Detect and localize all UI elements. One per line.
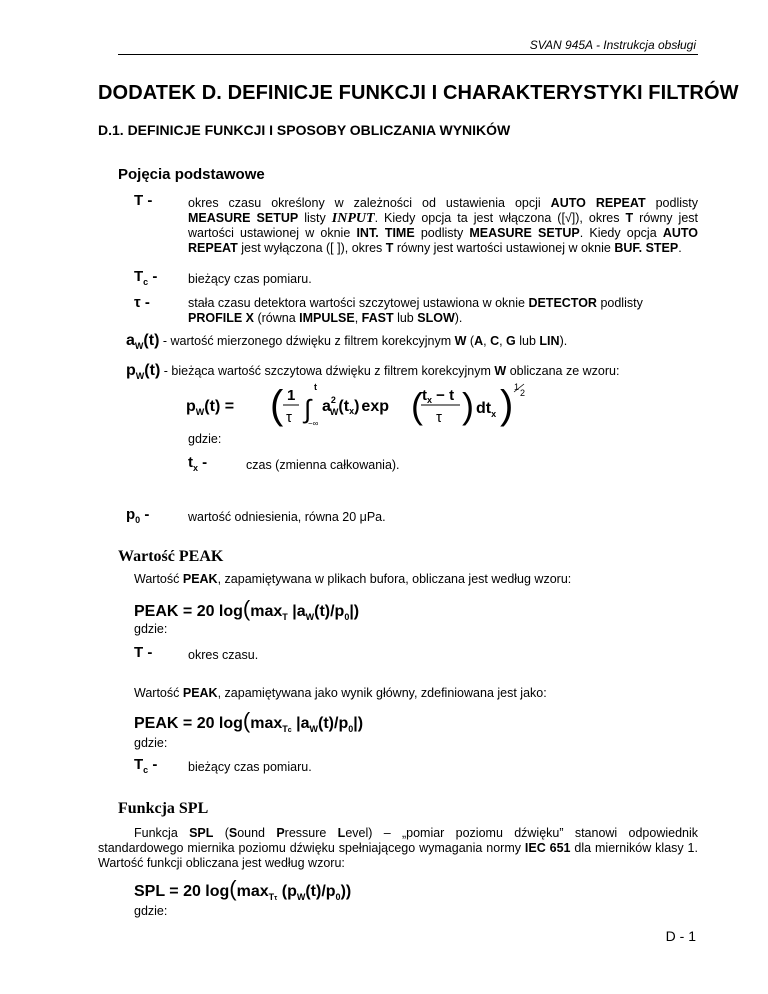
- integral-sign: ∫: [304, 394, 312, 424]
- svg-text:τ: τ: [436, 409, 442, 426]
- gdzie-label: gdzie:: [188, 432, 222, 446]
- appendix-title: DODATEK D. DEFINICJE FUNKCJI I CHARAKTERYSTYKI FILTRÓW: [98, 82, 739, 104]
- svg-text:pW(t) =: $p_W(t)$ =: [186, 398, 235, 417]
- spl-heading: Funkcja SPL: [118, 800, 209, 817]
- peak-gdzie-2: gdzie:: [134, 736, 168, 750]
- peak-gdzie-1: gdzie:: [134, 622, 168, 636]
- svg-text:−∞: −∞: [308, 419, 319, 428]
- pw-formula-end: [500, 378, 550, 430]
- inner-left-paren: (: [411, 385, 423, 426]
- header-title: SVAN 945A - Instrukcja obsługi: [529, 38, 696, 52]
- peak-heading: Wartość PEAK: [118, 548, 224, 565]
- peak-intro-1: Wartość PEAK, zapamiętywana w plikach bufora, obliczana jest według wzoru:: [134, 572, 572, 586]
- aw-definition: $a_W(t)$ - wartość mierzonego dźwięku z filtrem korekcyjnym W (A, C, G lub LIN).: [126, 332, 568, 352]
- spl-formula: SPL = 20 $\log(\max_{T\tau}$ $(p_W(t)/p_0)$): [134, 876, 352, 903]
- svg-text:t: t: [314, 382, 317, 392]
- pw-formula-dt: $dt_x$: [476, 400, 497, 420]
- svg-text:tx − t: $t_x - t$: [422, 387, 455, 405]
- left-paren: (: [270, 383, 284, 427]
- tx-symbol: $t_x$ -: [188, 454, 208, 473]
- pw-definition: $p_W(t)$ - bieżąca wartość szczytowa dźwięku z filtrem korekcyjnym W obliczana ze wzoru:: [126, 362, 620, 382]
- svg-text:a2W(tx)exp: $a^2$ W(tx) exp: [322, 395, 389, 417]
- svg-text:τ: τ: [286, 409, 292, 426]
- peak-t-definition: okres czasu.: [188, 648, 259, 662]
- peak-tc-definition: bieżący czas pomiaru.: [188, 760, 312, 774]
- peak-formula-2: PEAK = 20 $\log(\max_{Tc}$ $|a_W(t)/p_0|$): [134, 708, 364, 735]
- svg-text:2: 2: [520, 388, 526, 398]
- pw-formula: [186, 378, 476, 430]
- t-definition: okres czasu określony w zależności od ustawienia opcji AUTO REPEAT podlisty MEASURE SETUP listy INPUT. Kiedy opcja ta jest włączona ([√]), okres T równy jest wartości ustawionej w oknie INT. TIME podlisty MEASURE SETUP. Kiedy opcja AUTO REPEAT jest wyłączona ([ ]), okres T równy jest wartości ustawionej w oknie BUF. STEP.: [188, 196, 699, 255]
- peak-tc-symbol: $T_c$ -: [134, 756, 158, 775]
- spl-gdzie: gdzie:: [134, 904, 168, 918]
- tau-definition: stała czasu detektora wartości szczytowej ustawiona w oknie DETECTOR podlisty PROFILE X (równa IMPULSE, FAST lub SLOW).: [188, 296, 643, 325]
- page-number: D - 1: [665, 928, 696, 944]
- svg-text:1: 1: [514, 382, 520, 392]
- right-paren: ): [500, 383, 514, 427]
- tau-symbol: τ -: [134, 294, 150, 311]
- peak-t-symbol: T -: [134, 644, 153, 661]
- p0-definition: wartość odniesienia, równa 20 μPa.: [188, 510, 386, 524]
- section-title: D.1. DEFINICJE FUNKCJI I SPOSOBY OBLICZANIA WYNIKÓW: [98, 122, 511, 138]
- inner-right-paren: ): [462, 385, 474, 426]
- spl-paragraph: Funkcja SPL (Sound Pressure Level) – „pomiar poziomu dźwięku” stanowi odpowiednik standardowego miernika poziomu dźwięku spełniającego wymagania normy IEC 651 dla mierników klasy 1. Wartość funkcji obliczana jest według wzoru:: [98, 826, 699, 870]
- header-divider: [118, 54, 698, 55]
- peak-formula-1: PEAK = 20 $\log(\max_T$ $|a_W(t)/p_0|$): [134, 596, 360, 623]
- svg-text:1: 1: [287, 387, 296, 404]
- peak-intro-2: Wartość PEAK, zapamiętywana jako wynik główny, zdefiniowana jest jako:: [134, 686, 547, 700]
- tx-definition: czas (zmienna całkowania).: [246, 458, 400, 472]
- tc-definition: bieżący czas pomiaru.: [188, 272, 312, 286]
- tc-symbol: $T_c$ -: [134, 268, 158, 287]
- p0-symbol: $p_0$ -: [126, 506, 150, 525]
- t-symbol: T -: [134, 192, 153, 209]
- basic-terms-heading: Pojęcia podstawowe: [118, 166, 265, 183]
